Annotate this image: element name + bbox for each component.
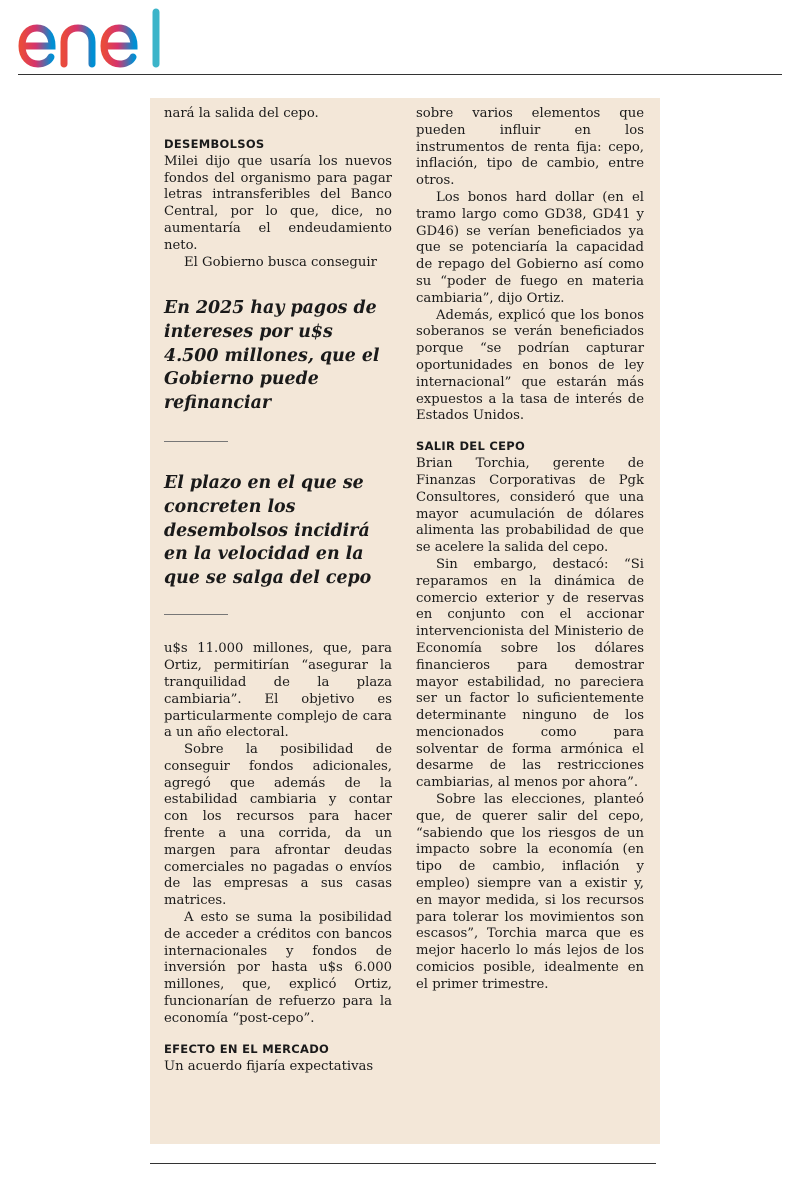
paragraph: Sobre las elecciones, planteó que, de querer salir del cepo, “sabiendo que los riesgos de un impacto sobre la economía (en tipo de cambio, inflación y empleo) siempre van a existir y, en mayor medida, si los recursos para tolerar los movimientos son escasos”, Torchia marca que es mejor hacerlo lo más lejos de los comicios posible, idealmente en el primer trimestre. bbox=[416, 792, 644, 992]
header-divider bbox=[18, 74, 782, 75]
paragraph: sobre varios elementos que pueden influir en los instrumentos de renta fija: cepo, inflación, tipo de cambio, entre otros. bbox=[416, 106, 644, 189]
paragraph: Sobre la posibilidad de conseguir fondos adicionales, agregó que además de la estabilidad cambiaria y contar con los recursos para hacer frente a una corrida, da un margen para afrontar deudas comerciales no pagadas o envíos de las empresas a sus casas matrices. bbox=[164, 742, 392, 909]
footer-divider bbox=[150, 1163, 656, 1164]
section-heading: DESEMBOLSOS bbox=[164, 136, 265, 151]
paragraph: Además, explicó que los bonos soberanos se verán beneficiados porque “se podrían capturar oportunidades en bonos de ley internacional” que estarán más expuestos a la tasa de interés de Estados Unidos. bbox=[416, 307, 644, 424]
paragraph: nará la salida del cepo. bbox=[164, 106, 319, 121]
paragraph: Brian Torchia, gerente de Finanzas Corporativas de Pgk Consultores, consideró que una mayor acumulación de dólares alimenta las probabilidad de que se acelere la salida del cepo. bbox=[416, 456, 644, 556]
section-heading: EFECTO EN EL MERCADO bbox=[164, 1041, 330, 1056]
pull-quote: El plazo en el que se concreten los desembolsos incidirá en la velocidad en la que se salga del cepo bbox=[164, 473, 372, 588]
enel-logo bbox=[18, 8, 170, 68]
article-column-right bbox=[416, 106, 644, 994]
paragraph: Sin embargo, destacó: “Si reparamos en la dinámica de comercio exterior y de reservas en conjunto con el accionar intervencionista del Ministerio de Economía sobre los dólares financieros para demostrar mayor estabilidad, no pareciera ser un factor lo suficientemente determinante ninguno de los mencionados como para solventar de forma armónica el desarme de las restricciones cambiarias, al menos por ahora”. bbox=[416, 556, 644, 791]
article-column-left bbox=[164, 106, 392, 1075]
paragraph: Milei dijo que usaría los nuevos fondos del organismo para pagar letras intransferibles del Banco Central, por lo que, dice, no aumentaría el endeudamiento neto. bbox=[164, 153, 392, 253]
paragraph: Un acuerdo fijaría expectativas bbox=[164, 1058, 374, 1074]
paragraph: u$s 11.000 millones, que, para Ortiz, permitirían “asegurar la tranquilidad de la plaza cambiaria”. El objetivo es particularmente complejo de cara a un año electoral. bbox=[164, 641, 392, 741]
pull-quote: En 2025 hay pagos de intereses por u$s 4.500 millones, que el Gobierno puede refinanciar bbox=[164, 298, 380, 413]
enel-logo-mark bbox=[18, 8, 170, 68]
paragraph: A esto se suma la posibilidad de acceder a créditos con bancos internacionales y fondos de inversión por hasta u$s 6.000 millones, que, explicó Ortiz, funcionarían de refuerzo para la economía “post-cepo”. bbox=[164, 910, 392, 1026]
newspaper-clipping bbox=[150, 98, 660, 1144]
section-heading: SALIR DEL CEPO bbox=[416, 439, 526, 454]
paragraph: Los bonos hard dollar (en el tramo largo como GD38, GD41 y GD46) se verían beneficiados ya que se potenciaría la capacidad de repago del Gobierno así como su “poder de fuego en materia cambiaria”, dijo Ortiz. bbox=[416, 189, 644, 306]
paragraph: El Gobierno busca conseguir bbox=[184, 254, 377, 270]
